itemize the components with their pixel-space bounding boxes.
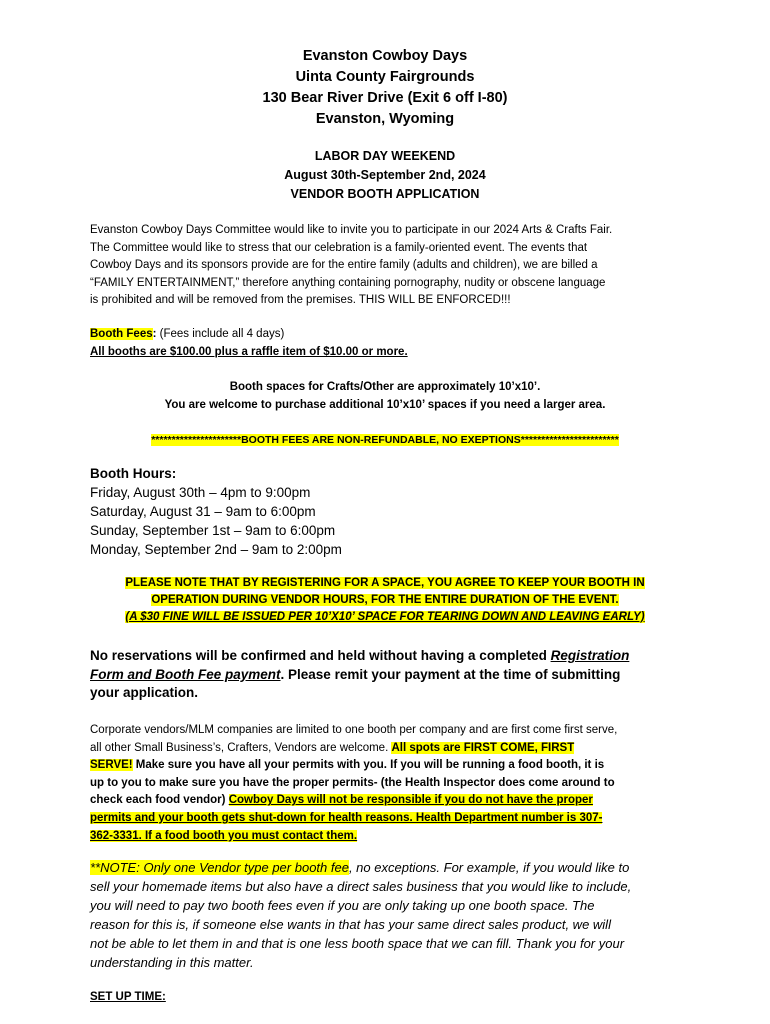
booth-spaces xyxy=(0,379,770,414)
refund-notice xyxy=(0,430,770,448)
reservation-text-3: your application. xyxy=(90,685,199,701)
event-header xyxy=(0,46,770,130)
intro-line: is prohibited and will be removed from the premises. THIS WILL BE ENFORCED!!! xyxy=(90,294,511,307)
corporate-line: all other Small Business’s, Crafters, Vendors are welcome. xyxy=(90,741,392,754)
fees-label: Booth Fees xyxy=(90,328,153,340)
corporate-line: Corporate vendors/MLM companies are limited to one booth per company and are first come first serve, xyxy=(90,724,618,736)
health-highlight: permits and your booth gets shut-down for health reasons. Health Department number is 307- xyxy=(90,811,603,824)
booth-hours xyxy=(90,464,680,559)
subheader-dates: August 30th-September 2nd, 2024 xyxy=(284,168,486,182)
refund-text: **********************BOOTH FEES ARE NON-REFUNDABLE, NO EXEPTIONS************************ xyxy=(151,434,619,446)
vendor-note-line: not be able to let them in and that is one less booth space that we can fill. Thank you for your xyxy=(90,936,625,951)
intro-line: “FAMILY ENTERTAINMENT,” therefore anything containing pornography, nudity or obscene language xyxy=(90,276,606,289)
hours-sunday: Sunday, September 1st – 9am to 6:00pm xyxy=(90,523,336,538)
responsibility-highlight: Cowboy Days will not be responsible if you do not have the proper xyxy=(228,794,593,807)
permits-line: up to you to make sure you have the proper permits- (the Health Inspector does come around to xyxy=(90,776,615,789)
fees-colon: : xyxy=(152,328,157,340)
first-come-highlight: All spots are FIRST COME, FIRST xyxy=(391,741,575,754)
subheader-weekend: LABOR DAY WEEKEND xyxy=(314,149,456,163)
reservation-paragraph xyxy=(90,647,660,703)
hours-title: Booth Hours: xyxy=(90,466,177,481)
header-title: Evanston Cowboy Days xyxy=(302,48,468,64)
vendor-note-line: you will need to pay two booth fees even if you are only taking up one booth space. The xyxy=(90,898,595,913)
notice-line2: OPERATION DURING VENDOR HOURS, FOR THE ENTIRE DURATION OF THE EVENT. xyxy=(151,594,619,606)
intro-paragraph xyxy=(90,222,680,310)
corporate-paragraph xyxy=(90,722,680,845)
operation-notice xyxy=(80,575,690,626)
reservation-text-2: . Please remit your payment at the time of submitting xyxy=(280,666,621,682)
food-vendor-text: check each food vendor) xyxy=(90,794,229,807)
intro-line: The Committee would like to stress that our celebration is a family-oriented event. The events that xyxy=(90,241,588,254)
vendor-note-line: understanding in this matter. xyxy=(90,955,254,970)
setup-time-heading: SET UP TIME: xyxy=(90,991,166,1003)
vendor-type-note xyxy=(90,858,680,972)
serve-highlight: SERVE! xyxy=(90,759,133,772)
spaces-size: Booth spaces for Crafts/Other are approximately 10’x10’. xyxy=(229,381,541,393)
fees-note: (Fees include all 4 days) xyxy=(156,328,285,340)
hours-friday: Friday, August 30th – 4pm to 9:00pm xyxy=(90,485,311,500)
intro-line: Evanston Cowboy Days Committee would like to invite you to participate in our 2024 Arts & Crafts Fair. xyxy=(90,224,613,236)
intro-line: Cowboy Days and its sponsors provide are for the entire family (adults and children), we are billed a xyxy=(90,259,598,272)
spaces-additional: You are welcome to purchase additional 10’x10’ spaces if you need a larger area. xyxy=(164,398,606,411)
vendor-note-line: sell your homemade items but also have a direct sales business that you would like to include, xyxy=(90,879,632,894)
header-venue: Uinta County Fairgrounds xyxy=(295,69,475,85)
header-address: 130 Bear River Drive (Exit 6 off I-80) xyxy=(262,90,508,106)
permits-text: Make sure you have all your permits with you. If you will be running a food booth, it is xyxy=(132,759,605,772)
header-city: Evanston, Wyoming xyxy=(315,111,455,127)
event-subheader xyxy=(0,147,770,204)
reservation-text: No reservations will be confirmed and held without having a completed xyxy=(90,648,551,663)
health-phone-highlight: 362-3331. If a food booth you must contact them. xyxy=(90,829,358,842)
notice-fine: (A $30 FINE WILL BE ISSUED PER 10’X10’ SPACE FOR TEARING DOWN AND LEAVING EARLY) xyxy=(125,611,645,623)
registration-link-1: Registration xyxy=(550,648,630,663)
fees-amount: All booths are $100.00 plus a raffle item of $10.00 or more. xyxy=(90,345,408,358)
registration-link-2: Form and Booth Fee payment xyxy=(90,666,281,682)
vendor-note-highlight: **NOTE: Only one Vendor type per booth fee xyxy=(90,860,349,875)
hours-monday: Monday, September 2nd – 9am to 2:00pm xyxy=(90,542,342,557)
vendor-note-text: , no exceptions. For example, if you would like to xyxy=(348,860,630,875)
booth-fees xyxy=(90,326,680,361)
notice-line1: PLEASE NOTE THAT BY REGISTERING FOR A SPACE, YOU AGREE TO KEEP YOUR BOOTH IN xyxy=(125,577,645,589)
vendor-note-line: reason for this is, if someone else wants in that has your same direct sales product, we will xyxy=(90,917,611,932)
hours-saturday: Saturday, August 31 – 9am to 6:00pm xyxy=(90,504,316,519)
subheader-application: VENDOR BOOTH APPLICATION xyxy=(290,187,480,201)
